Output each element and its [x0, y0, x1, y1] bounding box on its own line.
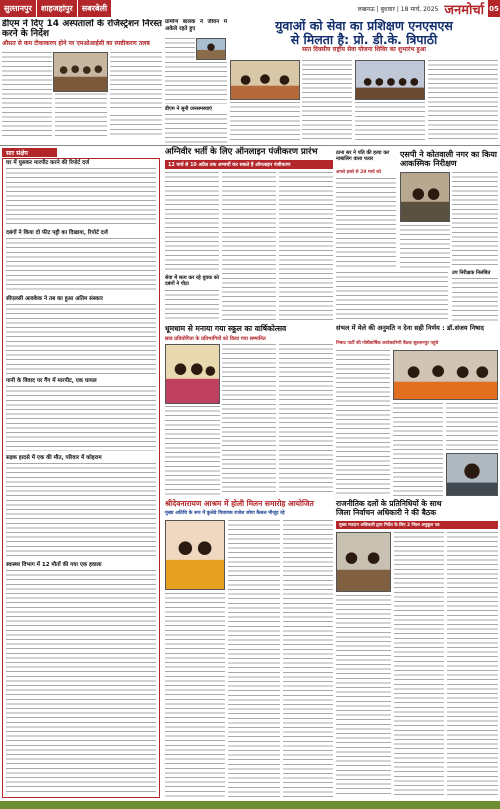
parties-subhead: मुख्य मतदान अधिकारी द्वारा निर्देश के लिए 2 जिला अनुकूल पत्र	[336, 521, 498, 529]
holi-photo	[165, 520, 225, 590]
text-block	[6, 168, 156, 228]
section-label: सार संक्षेप	[2, 148, 57, 157]
brief-headline: सीएलसी आवकेक ने तब का हुआ अतिम संस्कार	[6, 296, 103, 302]
school-subhead: छात्र प्रतियोगिता के प्रतिभागियों को किया गया सम्मानित	[165, 336, 266, 342]
text-block	[165, 114, 227, 144]
thana-subhead: अगले हफ्ते से 29 मार्च को	[336, 170, 381, 175]
text-block	[283, 520, 333, 797]
brief-headline: दबंगों ने किया दो फीट पट्टी का दिखाया, रिपोर्ट दर्ज	[6, 230, 108, 236]
text-block	[6, 570, 156, 795]
text-block	[355, 102, 425, 140]
text-block	[165, 593, 225, 797]
text-block	[336, 178, 396, 270]
lead-headline-1: युवाओं को सेवा का प्रशिक्षण एनएसएस	[275, 19, 453, 33]
school-headline: धूमधाम से मनाया गया स्कूल का वार्षिकोत्सव	[165, 324, 287, 333]
headline: डीएम ने दिए 14 अस्पतालों के रजिस्ट्रेशन निरस्त करने के निर्देश	[2, 19, 162, 39]
nss-photo-2	[355, 60, 425, 100]
brief-headline: सेवा में सत्य कर रहे युवक को दबंगों ने पीटा	[165, 275, 219, 287]
text-block	[6, 463, 156, 558]
text-block	[336, 595, 391, 797]
masthead-logo: जनमोर्चा	[444, 2, 484, 18]
rural-photo	[196, 38, 226, 60]
nishad-headline: संभल में मेले की अनुमति न देना सही निर्णय : डॉ.संजय निषाद	[336, 324, 485, 332]
agniveer-headline: अग्निवीर भर्ती के लिए ऑनलाइन पंजीकरण प्रारंभ	[165, 147, 318, 157]
holi-subhead: मुख्य अतिथि के रूप में कुलेग्रे विधायक राजेश जोगा कैसल मौजूद रहे	[165, 511, 285, 516]
text-block	[452, 278, 498, 322]
section-tab-shahjahanpur[interactable]: शाहजहांपुर	[37, 0, 78, 17]
story-rural	[165, 19, 227, 37]
brief-headline: स्वास्थ्य विभाग में 12 मौतों की गया एक हवाला	[6, 562, 102, 568]
text-block	[446, 403, 498, 451]
dm-hearing-headline: डीएम ने सुनी जनसमस्याएं	[165, 106, 212, 112]
text-block	[165, 406, 220, 496]
text-block	[165, 172, 219, 272]
election-meeting-photo	[336, 532, 391, 592]
lead-story	[230, 19, 498, 59]
text-block	[279, 344, 333, 496]
text-block	[165, 62, 227, 104]
school-photo	[165, 344, 220, 404]
dateline: लखनऊ | बुधवार | 18 मार्च, 2025	[357, 5, 439, 13]
text-block	[228, 520, 280, 797]
text-block	[393, 403, 443, 496]
thana-headline: ठाना सर ने पति की हत्या कर नाबालिग वाला फरार	[336, 150, 390, 162]
page-number: 05	[488, 0, 500, 17]
agniveer-subhead: 12 मार्च से 10 अप्रैल तक अभ्यर्थी कर सकते हैं ऑनलाइन पंजीकरण	[165, 160, 333, 169]
divider	[0, 145, 500, 146]
text-block	[6, 304, 156, 374]
text-block	[165, 38, 195, 58]
story-dm-hospitals	[2, 19, 162, 49]
overload-photo	[446, 453, 498, 496]
text-block	[6, 386, 156, 451]
brief-headline: पानी के विवाद पर गैंग में मारपीट, एक घायल	[6, 378, 97, 384]
footer-bar	[0, 801, 500, 809]
text-block	[110, 115, 162, 138]
text-block	[428, 60, 498, 140]
lead-subhead: सात दिवसीय राष्ट्रीय सेवा योजना शिविर का शुभारंभ हुआ	[302, 46, 426, 53]
parties-headline-2: जिला निर्वाचन अधिकारी ने की बैठक	[336, 508, 436, 517]
text-block	[6, 238, 156, 293]
text-block	[279, 172, 333, 322]
parties-headline-1: राजनीतिक दलों के प्रतिनिधियों के साथ	[336, 499, 442, 508]
dm-meeting-photo	[53, 52, 108, 92]
text-block	[336, 272, 448, 322]
holi-headline: श्रीदेवनारायण आश्रम में होली मिलन समारोह आयोजित	[165, 499, 314, 508]
text-block	[222, 344, 276, 496]
nss-photo-1	[230, 60, 300, 100]
brief-headline: सड़क हादसे में एक की मौत, परिवार में कोहराम	[6, 455, 102, 461]
headline: ग्रामीण बालक ने जीवन में अकेले रहते हुए	[165, 19, 227, 32]
text-block	[336, 350, 390, 496]
text-block	[230, 102, 300, 140]
text-block	[222, 172, 276, 322]
sp-inspection-photo	[400, 172, 450, 222]
text-block	[400, 225, 450, 270]
brief-headline: घर में घुसकर मारपीट करने की रिपोर्ट दर्ज	[6, 160, 90, 166]
sp-headline: एसपी ने कोतवाली नगर का किया आकस्मिक निरीक्षण	[400, 150, 497, 168]
text-block	[2, 52, 52, 138]
masthead-bar	[0, 0, 500, 17]
subhead: औसत से कम टीकाकरण होने पर एमओआईसी का स्पष्टीकरण तलब	[2, 40, 150, 47]
section-tab-bareilly[interactable]: सबरबेली	[78, 0, 112, 17]
text-block	[394, 532, 444, 797]
text-block	[447, 532, 498, 797]
text-block	[302, 60, 352, 140]
nishad-subhead: निषाद पार्टी की गोष्ठीवार्षिक कार्यकारिणी बैठक सुल्तानपुर पहुंचे	[336, 341, 439, 346]
lead-headline-2: से मिलता है: प्रो. डी.के. त्रिपाठी	[290, 31, 438, 47]
section-tab-sultanpur[interactable]: सुल्तानपुर	[0, 0, 37, 17]
nishad-photo	[393, 350, 498, 400]
text-block	[110, 52, 162, 112]
suspension-headline: उप निरीक्षक निलंबित	[452, 270, 491, 276]
text-block	[165, 290, 219, 322]
text-block	[452, 172, 498, 267]
